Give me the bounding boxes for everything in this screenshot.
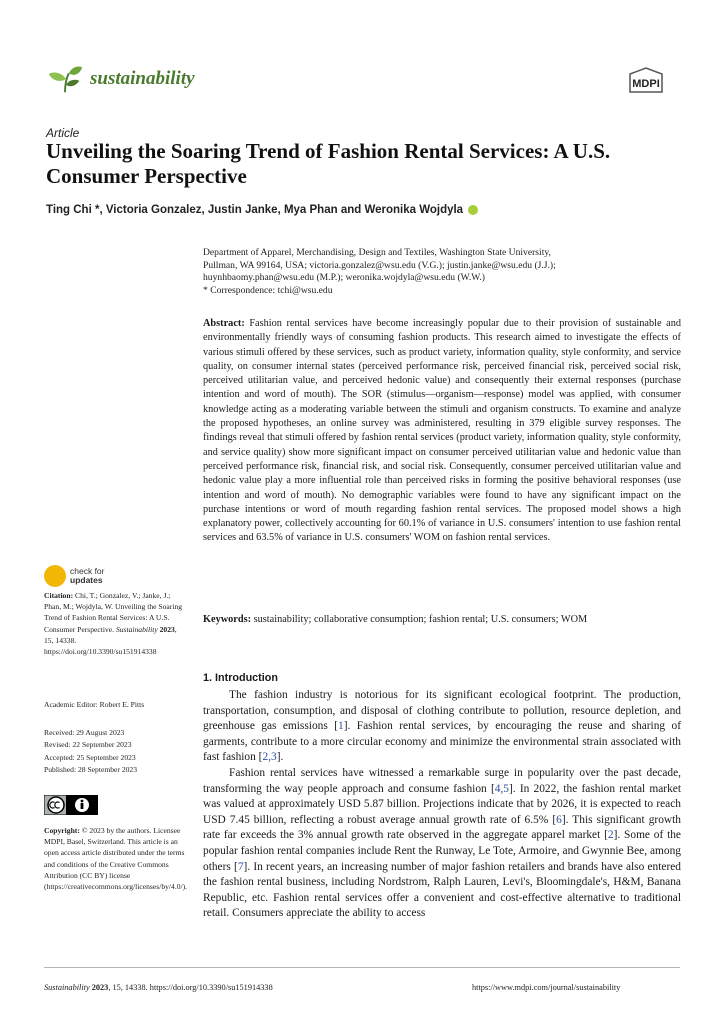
copyright-block — [44, 825, 186, 892]
sustainability-leaf-icon — [46, 60, 84, 98]
paragraph: The fashion industry is notorious for its significant ecological footprint. The production, transportation, consumption, and disposal of clothing contribute to pollution, resource depletion, and greenhouse gas emissions [1]. Fashion rental services, by encouraging the reuse and sharing of garments, contribute to a more circular economy and minimize the environmental strain associated with fast fashion [2,3]. — [203, 689, 682, 764]
citation-label: Citation: — [44, 591, 74, 600]
correspondence-line: * Correspondence: tchi@wsu.edu — [203, 284, 333, 296]
article-type: Article — [46, 126, 80, 140]
footer-citation — [44, 983, 273, 992]
author-list — [46, 204, 478, 216]
footer-divider — [44, 967, 680, 968]
journal-name: sustainability — [90, 68, 195, 89]
affiliation-line: Department of Apparel, Merchandising, Design and Textiles, Washington State University, — [203, 247, 551, 258]
paper-title: Unveiling the Soaring Trend of Fashion Rental Services: A U.S. Consumer Perspective — [46, 139, 611, 188]
citation-link[interactable]: 2,3 — [262, 751, 277, 764]
keywords-label: Keywords: — [203, 614, 252, 625]
footer-journal-url[interactable]: https://www.mdpi.com/journal/sustainability — [472, 983, 621, 992]
citation-text: Chi, T.; Gonzalez, V.; Janke, J.; Phan, M.; Wojdyla, W. Unveiling the Soaring Trend of Fashion Rental Services: A U.S. Consumer Perspective. — [44, 591, 183, 634]
publisher-name: MDPI — [632, 78, 660, 90]
section-heading: 1. Introduction — [203, 672, 278, 684]
abstract-text: Fashion rental services have become increasingly popular due to their provision of sustainable and environmentally friendly ways of consuming fashion products. This research aimed to investigate the effects of various stimuli offered by these services, such as product variety, information quality, style conformity, and service quality, on consumer internal states (perceived performance risk, perceived financial risk, perceived social risk, perceived utilitarian value, and perceived hedonic value) and consequently their external responses (purchase intention and word of mouth). The SOR (stimulus—organism—response) model was applied, with consumer knowledge acting as a moderating variable between the stimuli and organism constructs. To examine and analyze the proposed hypotheses, an online survey was administered, resulting in 379 eligible survey responses. The findings reveal that stimuli offered by fashion rental services (product variety, information quality, style conformity, and service quality) show more significant impact on consumer perceived utilitarian value and hedonic value than perceived performance risk, financial risk, and social risk. Consequently, consumer perceived utilitarian value and hedonic value play a more influential role than perceived risks in forming the positive behavioral responses (use intention and word of mouth). No demographic variables were found to have any significant impact on the purchase intentions or word of mouth regarding fashion rental services. The proposed model shows a high explanatory power, collectively accounting for 60.1% of variance in U.S. consumers' intention to use fashion rental services and 63.5% of variance in U.S. consumers' WOM on fashion rental services. — [203, 318, 681, 544]
academic-editor: Academic Editor: Robert E. Pitts — [44, 700, 145, 709]
orcid-icon[interactable] — [468, 205, 478, 215]
citation-link[interactable]: 4,5 — [494, 782, 509, 795]
check-updates-icon — [44, 565, 66, 587]
keywords — [203, 613, 681, 627]
abstract-label: Abstract: — [203, 318, 245, 329]
authors-text: Ting Chi *, Victoria Gonzalez, Justin Janke, Mya Phan and Weronika Wojdyla — [46, 204, 464, 216]
check-for-updates[interactable] — [44, 565, 105, 587]
mdpi-logo — [624, 66, 668, 96]
footer-year: 2023 — [91, 983, 109, 992]
paragraph: Fashion rental services have witnessed a remarkable surge in popularity over the past decade, transforming the way people approach and consume fashion [4,5]. In 2022, the fashion rental market was valued at approximately USD 5.87 billion. Projections indicate that by 2026, it is expected to reach USD 7.45 billion, reflecting a robust average annual growth rate of 6.5% [6]. This significant growth rate far exceeds the 3% annual growth rate observed in the aggregate apparel market [2]. Some of the popular fashion rental companies include Rent the Runway, Le Tote, Armoire, and Gwynnie Bee, among others [7]. In recent years, an increasing number of major fashion retailers and brands have also entered the fashion rental business, including Nordstrom, Ralph Lauren, Levi's, Bloomingdale's, H&M, Banana Republic, etc. Fashion rental services offer a convenient and cost-effective alternative to traditional retail. Consumers appreciate the ability to access — [203, 766, 681, 920]
date-revised: Revised: 22 September 2023 — [44, 740, 132, 750]
cc-by-license-icon[interactable] — [44, 795, 98, 815]
citation-link[interactable]: 7 — [237, 860, 244, 873]
citation-link[interactable]: 6 — [556, 813, 562, 826]
check-updates-line1: check for — [70, 566, 105, 576]
keywords-text: sustainability; collaborative consumption; fashion rental; U.S. consumers; WOM — [253, 614, 588, 625]
copyright-text: © 2023 by the authors. Licensee MDPI, Basel, Switzerland. This article is an open access article distributed under the terms and conditions of the Creative Commons Attribution (CC BY) license (https://creativecommons.org/licenses/by/4.0/). — [44, 826, 188, 892]
citation-year: 2023 — [159, 624, 175, 634]
check-updates-line2: updates — [70, 575, 103, 585]
citation-journal: Sustainability — [115, 624, 158, 634]
footer-doi[interactable]: , 15, 14338. https://doi.org/10.3390/su151914338 — [108, 983, 273, 992]
affiliation-line: huynhbaomy.phan@wsu.edu (M.P.); weronika.wojdyla@wsu.edu (W.W.) — [203, 272, 485, 284]
affiliations — [203, 247, 673, 297]
journal-header — [46, 60, 195, 98]
date-accepted: Accepted: 25 September 2023 — [44, 752, 136, 762]
footer-journal: Sustainability — [44, 983, 90, 992]
abstract — [203, 317, 681, 546]
citation-rest[interactable]: , 15, 14338. https://doi.org/10.3390/su151914338 — [44, 624, 177, 657]
publication-dates — [44, 727, 137, 776]
citation-link[interactable]: 2 — [607, 829, 614, 842]
date-published: Published: 28 September 2023 — [44, 764, 138, 774]
introduction-body — [203, 688, 681, 922]
affiliation-line: Pullman, WA 99164, USA; victoria.gonzalez@wsu.edu (V.G.); justin.janke@wsu.edu (J.J.); — [203, 259, 556, 271]
citation-link[interactable]: 1 — [338, 720, 344, 733]
date-received: Received: 29 August 2023 — [44, 728, 125, 737]
citation-block — [44, 590, 186, 657]
copyright-label: Copyright: — [44, 826, 80, 835]
